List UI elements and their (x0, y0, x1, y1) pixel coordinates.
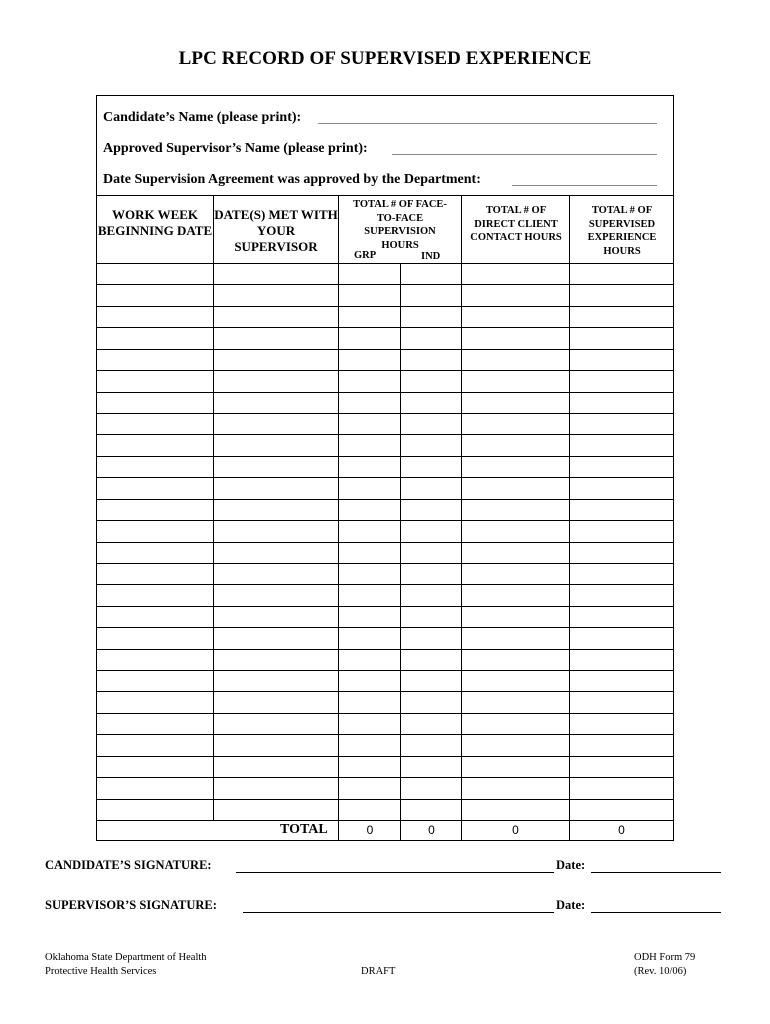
table-row-line (96, 370, 674, 371)
form-title: LPC RECORD OF SUPERVISED EXPERIENCE (178, 48, 592, 69)
table-row-line (96, 627, 674, 628)
table-row-line (96, 649, 674, 650)
table-row-line (96, 284, 674, 285)
total-grp: 0 (366, 823, 374, 837)
supervisor-signature-label: SUPERVISOR’S SIGNATURE: (45, 898, 217, 912)
total-row-line (96, 820, 674, 821)
candidate-date-label: Date: (556, 858, 586, 872)
table-row-line (96, 584, 674, 585)
header-face-to-face: TOTAL # OF FACE-TO-FACE SUPERVISION HOURS (353, 199, 447, 251)
table-row-line (96, 499, 674, 500)
total-label: TOTAL (280, 822, 328, 837)
table-row-line (96, 520, 674, 521)
candidate-date-field[interactable] (591, 872, 721, 873)
header-bottom-line (96, 263, 674, 264)
table-row-line (96, 713, 674, 714)
table-row-line (96, 606, 674, 607)
table-row-line (96, 306, 674, 307)
total-direct-client: 0 (512, 823, 519, 837)
table-row-line (96, 327, 674, 328)
table-row-line (96, 477, 674, 478)
header-work-week: WORK WEEK BEGINNING DATE (97, 207, 213, 238)
supervisor-date-field[interactable] (591, 912, 721, 913)
footer-org-line2: Protective Health Services (45, 966, 157, 977)
header-ind: IND (421, 251, 441, 262)
candidate-name-field[interactable] (318, 123, 657, 124)
table-row-line (96, 392, 674, 393)
candidate-name-label: Candidate’s Name (please print): (103, 110, 302, 125)
footer-org-line1: Oklahoma State Department of Health (45, 952, 207, 963)
header-grp: GRP (354, 250, 377, 261)
agreement-date-label: Date Supervision Agreement was approved by the Department: (103, 172, 481, 187)
candidate-signature-label: CANDIDATE’S SIGNATURE: (45, 858, 212, 872)
candidate-signature-field[interactable] (236, 872, 554, 873)
supervisor-name-label: Approved Supervisor’s Name (please print): (103, 141, 368, 156)
supervisor-signature-field[interactable] (243, 912, 554, 913)
footer-form-number: ODH Form 79 (634, 952, 696, 963)
column-divider (213, 195, 214, 820)
header-supervised-experience: TOTAL # OF SUPERVISED EXPERIENCE HOURS (587, 205, 657, 257)
agreement-date-field[interactable] (512, 185, 657, 186)
table-row-line (96, 349, 674, 350)
column-divider (400, 263, 401, 841)
table-row-line (96, 691, 674, 692)
total-ind: 0 (428, 823, 435, 837)
footer-status: DRAFT (361, 966, 396, 977)
column-divider (569, 195, 570, 841)
table-row-line (96, 413, 674, 414)
column-divider (338, 195, 339, 841)
table-row-line (96, 563, 674, 564)
supervisor-name-field[interactable] (392, 154, 657, 155)
table-row-line (96, 542, 674, 543)
table-row-line (96, 799, 674, 800)
header-dates-met: DATE(S) MET WITH YOUR SUPERVISOR (214, 207, 338, 254)
header-direct-client: TOTAL # OF DIRECT CLIENT CONTACT HOURS (470, 205, 562, 243)
table-row-line (96, 456, 674, 457)
table-row-line (96, 670, 674, 671)
column-divider (461, 195, 462, 841)
table-top-border (96, 195, 674, 196)
table-row-line (96, 756, 674, 757)
total-supervised-experience: 0 (618, 823, 625, 837)
table-row-line (96, 434, 674, 435)
supervisor-date-label: Date: (556, 898, 586, 912)
table-row-line (96, 777, 674, 778)
table-row-line (96, 734, 674, 735)
footer-revision: (Rev. 10/06) (634, 966, 687, 977)
